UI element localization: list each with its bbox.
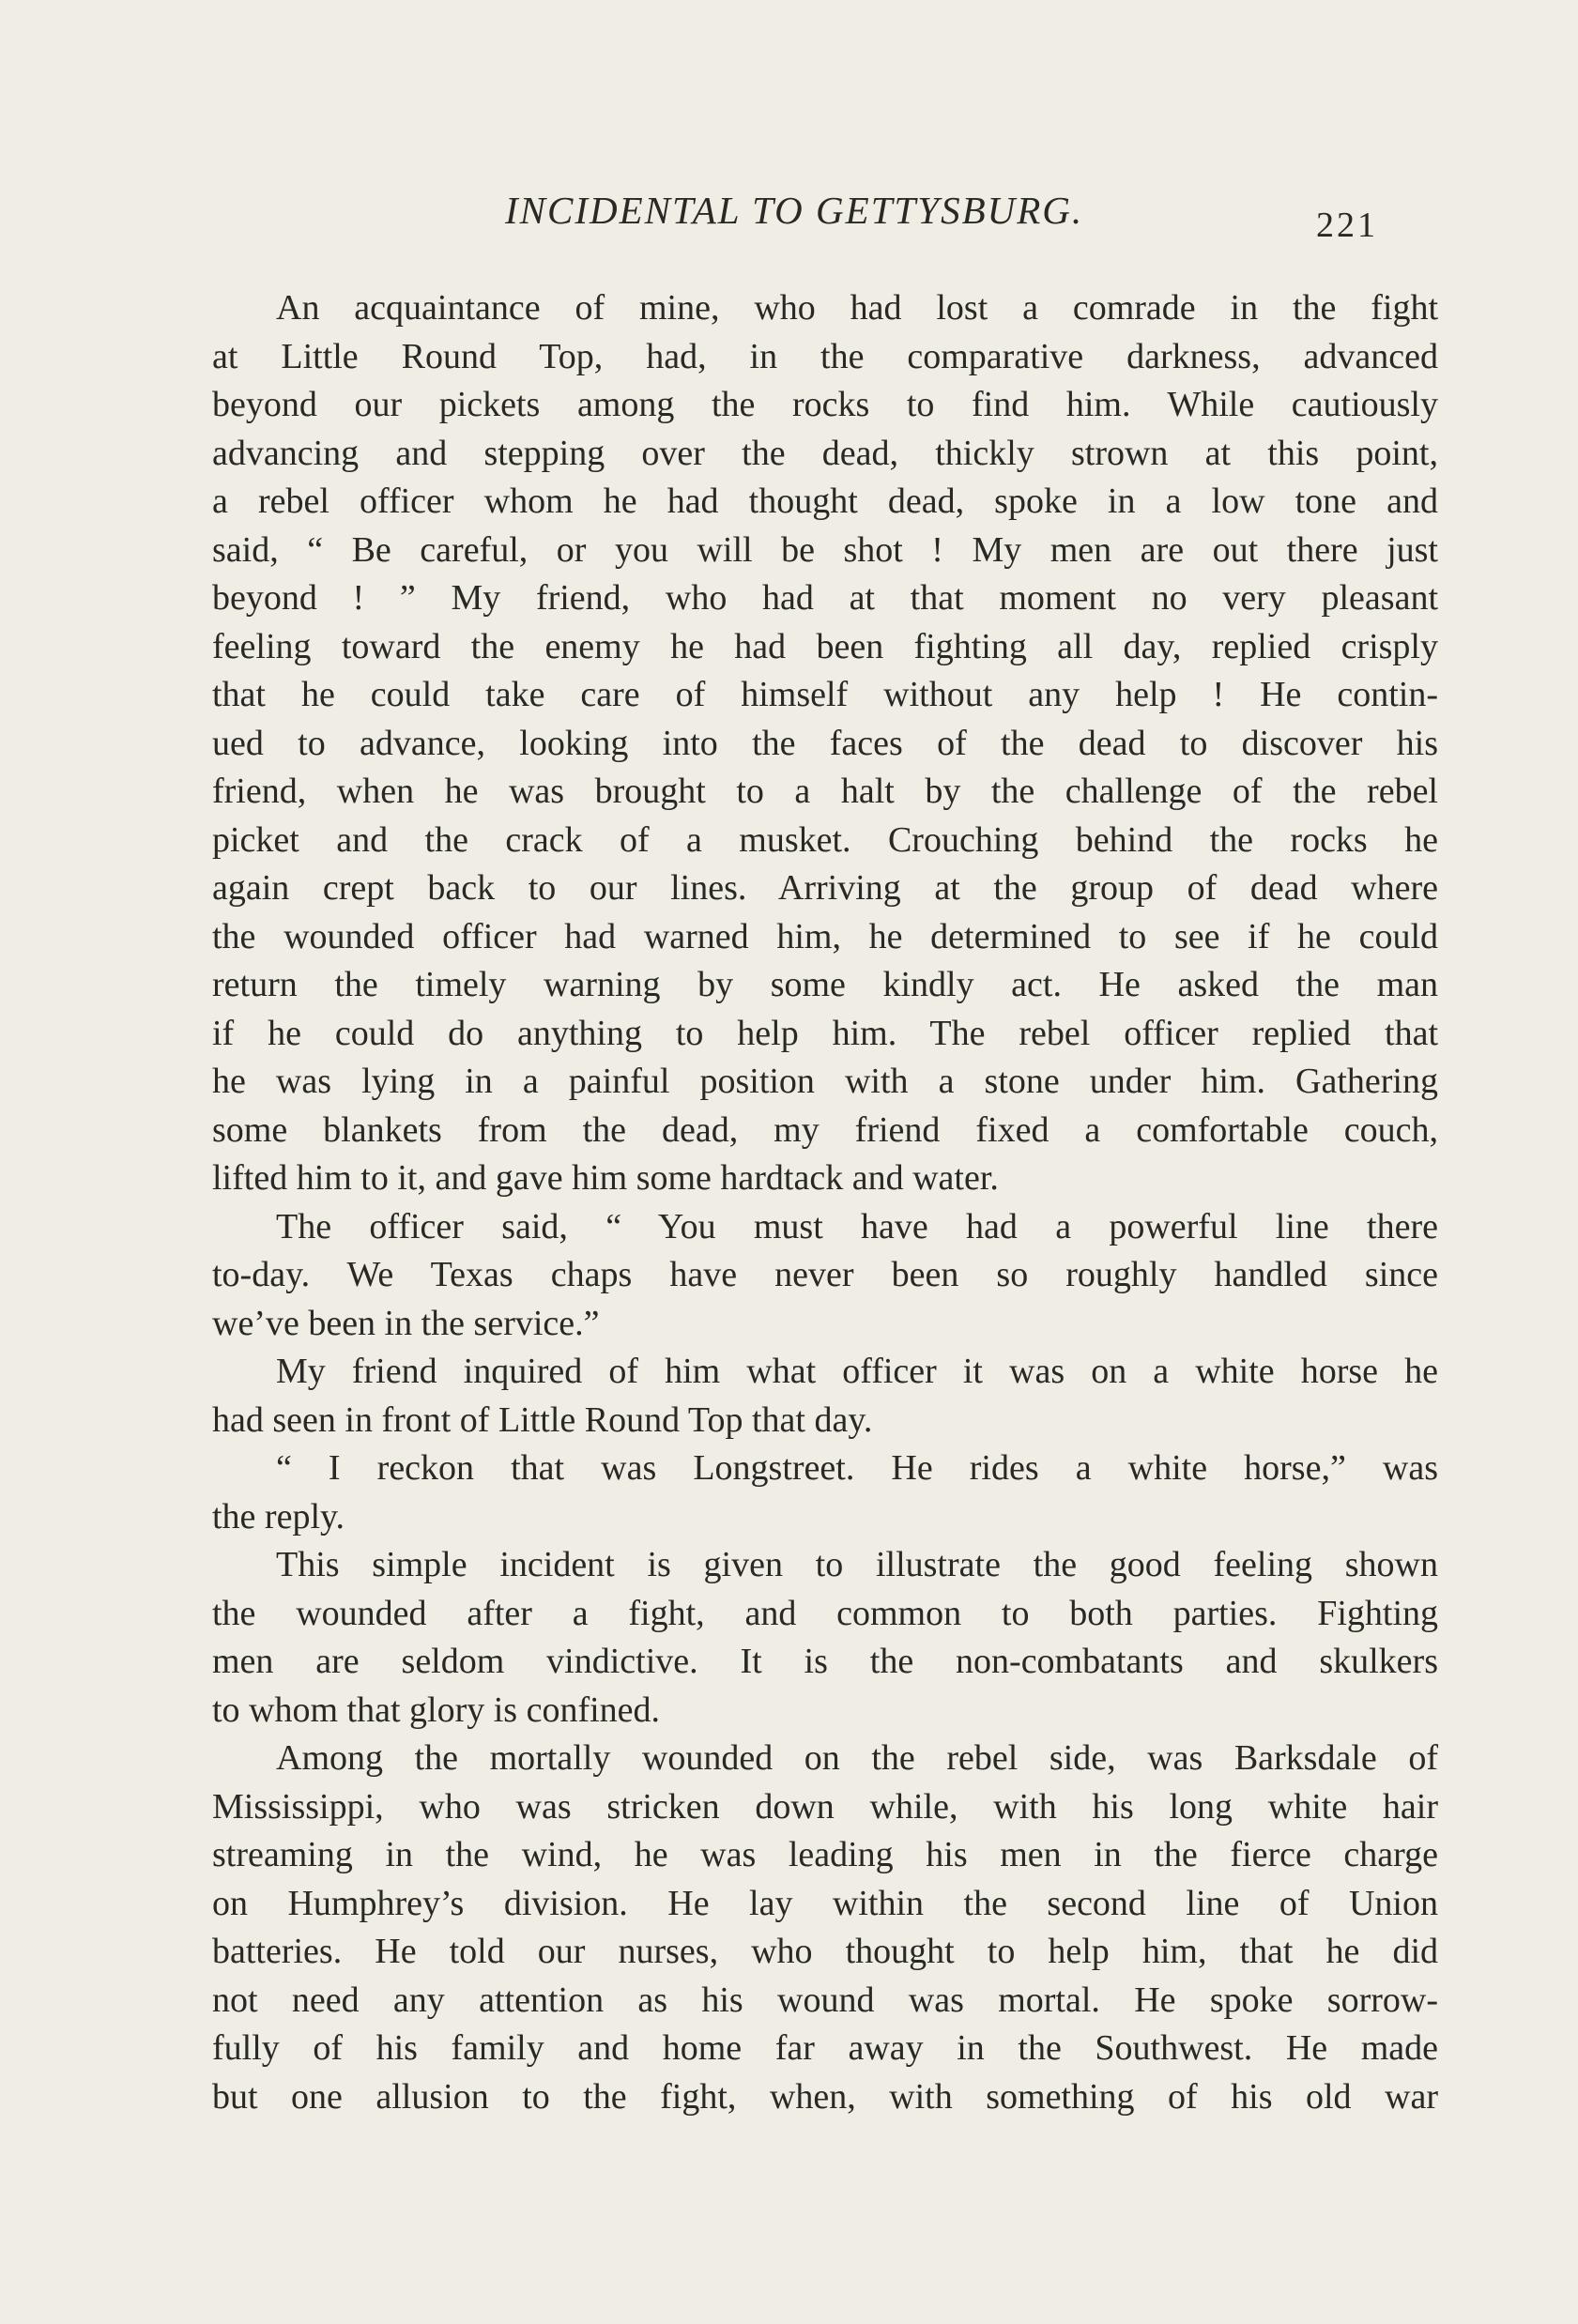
text-line: feeling toward the enemy he had been fighting all day, replied crisply (212, 626, 1438, 666)
text-line: lifted him to it, and gave him some hardtack and water. (212, 1158, 999, 1198)
text-line: some blankets from the dead, my friend fixed a comfortable couch, (212, 1109, 1438, 1150)
text-line: An acquaintance of mine, who had lost a comrade in the fight (276, 288, 1438, 328)
running-head: INCIDENTAL TO GETTYSBURG. (505, 189, 1084, 232)
text-line: return the timely warning by some kindly act. He asked the man (212, 965, 1438, 1004)
text-line: said, “ Be careful, or you will be shot ! My men are out there just (212, 529, 1438, 570)
text-line: advancing and stepping over the dead, thickly strown at this point, (212, 433, 1438, 473)
text-line: fully of his family and home far away in the Southwest. He made (212, 2028, 1438, 2068)
text-line: on Humphrey’s division. He lay within the second line of Union (212, 1883, 1438, 1923)
text-line: the wounded officer had warned him, he determined to see if he could (212, 916, 1438, 956)
body-text (212, 284, 1438, 2121)
text-line: batteries. He told our nurses, who thought to help him, that he did (212, 1932, 1438, 1971)
text-line: at Little Round Top, had, in the comparative darkness, advanced (212, 336, 1438, 376)
text-line: he was lying in a painful position with a stone under him. Gathering (212, 1062, 1438, 1101)
text-line: streaming in the wind, he was leading his men in the fierce charge (212, 1835, 1438, 1874)
text-line: if he could do anything to help him. The rebel officer replied that (212, 1013, 1438, 1053)
text-line: again crept back to our lines. Arriving at the group of dead where (212, 868, 1438, 908)
text-line: “ I reckon that was Longstreet. He rides a white horse,” was (276, 1448, 1438, 1488)
text-line: had seen in front of Little Round Top that day. (212, 1399, 873, 1440)
text-line: to whom that glory is confined. (212, 1689, 661, 1730)
text-line: to-day. We Texas chaps have never been so roughly handled since (212, 1255, 1438, 1294)
text-line: Among the mortally wounded on the rebel side, was Barksdale of (276, 1738, 1438, 1778)
text-line: but one allusion to the fight, when, with something of his old war (212, 2076, 1438, 2117)
text-line: beyond ! ” My friend, who had at that moment no very pleasant (212, 578, 1438, 618)
text-line: friend, when he was brought to a halt by the challenge of the rebel (212, 772, 1438, 811)
text-line: a rebel officer whom he had thought dead, spoke in a low tone and (212, 482, 1438, 521)
text-line: ued to advance, looking into the faces of the dead to discover his (212, 723, 1438, 763)
page-number: 221 (1316, 206, 1378, 245)
text-line: the reply. (212, 1496, 345, 1537)
text-line: This simple incident is given to illustrate the good feeling shown (276, 1545, 1438, 1584)
text-line: The officer said, “ You must have had a powerful line there (276, 1206, 1438, 1246)
text-line: the wounded after a fight, and common to both parties. Fighting (212, 1593, 1438, 1633)
text-line: picket and the crack of a musket. Crouching behind the rocks he (212, 819, 1438, 860)
text-line: not need any attention as his wound was mortal. He spoke sorrow- (212, 1980, 1438, 2020)
text-line: beyond our pickets among the rocks to find him. While cautiously (212, 385, 1438, 424)
text-line: men are seldom vindictive. It is the non-combatants and skulkers (212, 1642, 1438, 1681)
text-line: Mississippi, who was stricken down while, with his long white hair (212, 1786, 1438, 1827)
text-line: My friend inquired of him what officer it was on a white horse he (276, 1352, 1438, 1391)
text-line: that he could take care of himself without any help ! He contin- (212, 675, 1438, 714)
text-line: we’ve been in the service.” (212, 1303, 600, 1343)
